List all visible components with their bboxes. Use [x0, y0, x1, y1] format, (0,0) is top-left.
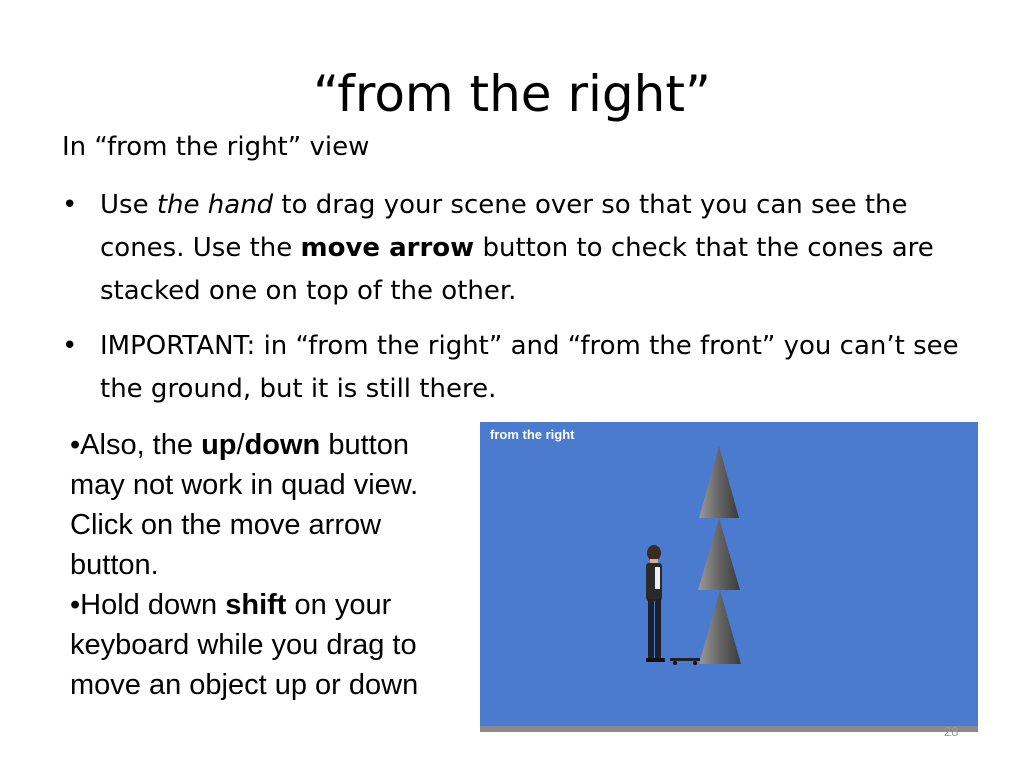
skateboard-object: [670, 658, 700, 665]
scene-scrollbar: [480, 726, 978, 732]
bullet-text: Use: [100, 190, 157, 220]
side-note-strong: up: [201, 429, 237, 461]
side-note-text: •Hold down: [70, 589, 226, 621]
cone-top: [699, 446, 739, 518]
side-note: [70, 425, 450, 705]
bullet-strong: move arrow: [300, 233, 475, 263]
side-note-strong: down: [244, 429, 321, 461]
cone-bottom: [699, 590, 741, 664]
cone-middle: [698, 518, 740, 590]
bullet-item: [62, 325, 962, 411]
bullet-marker: •: [62, 190, 78, 220]
scene-screenshot: [480, 422, 978, 728]
bullet-emphasis: the hand: [156, 190, 274, 220]
scene-view-label: from the right: [490, 427, 575, 442]
side-note-text: •Also, the: [70, 429, 202, 461]
bullet-item: [62, 184, 962, 313]
person-figure: [646, 545, 665, 662]
page-number: 28: [944, 724, 959, 739]
side-note-paragraph: [70, 585, 450, 705]
side-note-strong: shift: [225, 589, 287, 621]
bullet-text: button to check that the cones are stacked one on top of the other.: [100, 233, 934, 306]
slide-title: “from the right”: [313, 65, 711, 123]
side-note-text: /: [236, 429, 245, 461]
bullet-text: IMPORTANT: in “from the right” and “from the front” you can’t see the ground, but it is still there.: [100, 331, 959, 404]
side-note-text: button may not work in quad view. Click on the move arrow button.: [70, 429, 419, 581]
slide-subtitle: In “from the right” view: [62, 132, 370, 162]
scene-drawing: [480, 422, 978, 728]
side-note-paragraph: [70, 425, 450, 585]
bullet-marker: •: [62, 331, 78, 361]
side-note-text: on your keyboard while you drag to move an object up or down: [70, 589, 419, 701]
bullet-list: [62, 184, 962, 423]
bullet-text: to drag your scene over so that you can see the cones. Use the: [100, 190, 908, 263]
